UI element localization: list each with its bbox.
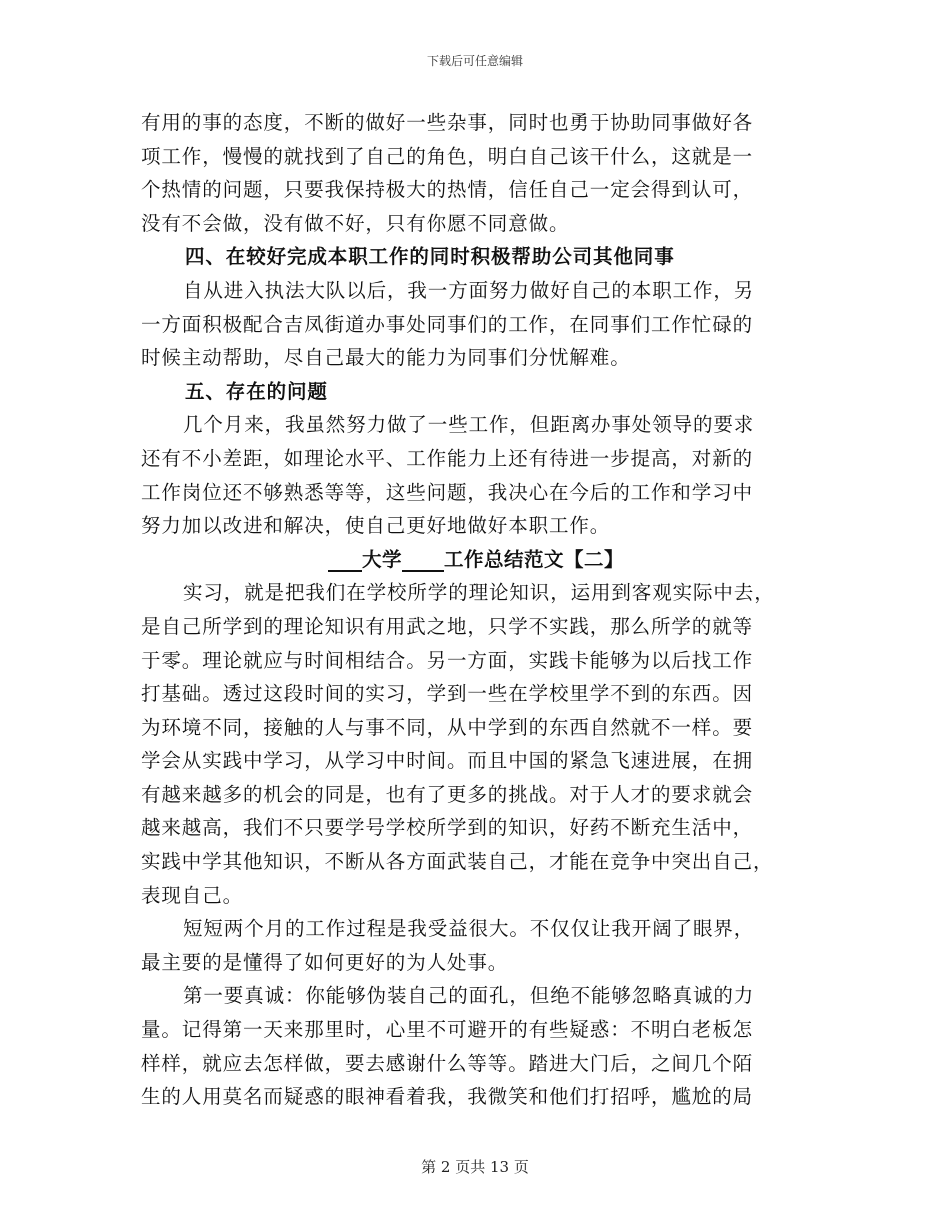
body-line: 样样，就应去怎样做，要去感谢什么等等。踏进大门后，之间几个陌 bbox=[141, 1051, 754, 1075]
title-part-2: 工作总结范文【二】 bbox=[444, 547, 625, 571]
page-number: 第 2 页共 13 页 bbox=[421, 1158, 529, 1176]
paragraph-first-line: 短短两个月的工作过程是我受益很大。不仅仅让我开阔了眼界， bbox=[183, 917, 755, 941]
document-section-title bbox=[141, 543, 811, 577]
body-line: 还有不小差距，如理论水平、工作能力上还有待进一步提高，对新的 bbox=[141, 446, 754, 470]
section-heading: 四、在较好完成本职工作的同时积极帮助公司其他同事 bbox=[185, 245, 675, 269]
page-header: 下载后可任意编辑 bbox=[426, 54, 523, 68]
body-line: 努力加以改进和解决，使自己更好地做好本职工作。 bbox=[141, 514, 611, 538]
body-line: 项工作，慢慢的就找到了自己的角色，明白自己该干什么，这就是一 bbox=[141, 144, 754, 168]
section-heading: 五、存在的问题 bbox=[185, 379, 328, 403]
body-line: 有越来越多的机会的同是，也有了更多的挑战。对于人才的要求就会 bbox=[141, 782, 754, 806]
body-line: 没有不会做，没有做不好，只有你愿不同意做。 bbox=[141, 211, 570, 235]
body-line: 越来越高，我们不只要学号学校所学到的知识，好药不断充生活中， bbox=[141, 816, 754, 840]
document-body bbox=[141, 106, 811, 1114]
paragraph-first-line: 自从进入执法大队以后，我一方面努力做好自己的本职工作，另 bbox=[183, 278, 755, 302]
body-line: 表现自己。 bbox=[141, 883, 244, 907]
paragraph-first-line: 第一要真诚：你能够伪装自己的面孔，但绝不能够忽略真诚的力 bbox=[183, 984, 755, 1008]
body-line: 于零。理论就应与时间相结合。另一方面，实践卡能够为以后找工作 bbox=[141, 648, 754, 672]
body-line: 有用的事的态度，不断的做好一些杂事，同时也勇于协助同事做好各 bbox=[141, 111, 754, 134]
body-line: 工作岗位还不够熟悉等等，这些问题，我决心在今后的工作和学习中 bbox=[141, 480, 754, 504]
body-line: 打基础。透过这段时间的实习，学到一些在学校里学不到的东西。因 bbox=[141, 682, 754, 706]
body-line: 是自己所学到的理论知识有用武之地，只学不实践，那么所学的就等 bbox=[141, 614, 754, 638]
title-part-1: 大学 bbox=[361, 547, 402, 571]
body-line: 学会从实践中学习，从学习中时间。而且中国的紧急飞速进展，在拥 bbox=[141, 749, 754, 773]
body-line: 实践中学其他知识，不断从各方面武装自己，才能在竞争中突出自己， bbox=[141, 850, 774, 874]
paragraph-first-line: 实习，就是把我们在学校所学的理论知识，运用到客观实际中去， bbox=[183, 581, 775, 605]
body-line: 一方面积极配合吉凤街道办事处同事们的工作，在同事们工作忙碌的 bbox=[141, 312, 754, 336]
fill-in-blank bbox=[328, 548, 362, 572]
body-line: 量。记得第一天来那里时，心里不可避开的有些疑惑：不明白老板怎 bbox=[141, 1018, 754, 1042]
body-line: 为环境不同，接触的人与事不同，从中学到的东西自然就不一样。要 bbox=[141, 715, 754, 739]
fill-in-blank bbox=[402, 548, 444, 572]
body-line: 生的人用莫名而疑惑的眼神看着我，我微笑和他们打招呼，尴尬的局 bbox=[141, 1085, 754, 1109]
body-line: 个热情的问题，只要我保持极大的热情，信任自己一定会得到认可， bbox=[141, 178, 754, 202]
body-line: 时候主动帮助，尽自己最大的能力为同事们分忧解难。 bbox=[141, 346, 631, 370]
paragraph-first-line: 几个月来，我虽然努力做了一些工作，但距离办事处领导的要求 bbox=[183, 413, 755, 437]
body-line: 最主要的是懂得了如何更好的为人处事。 bbox=[141, 950, 509, 974]
